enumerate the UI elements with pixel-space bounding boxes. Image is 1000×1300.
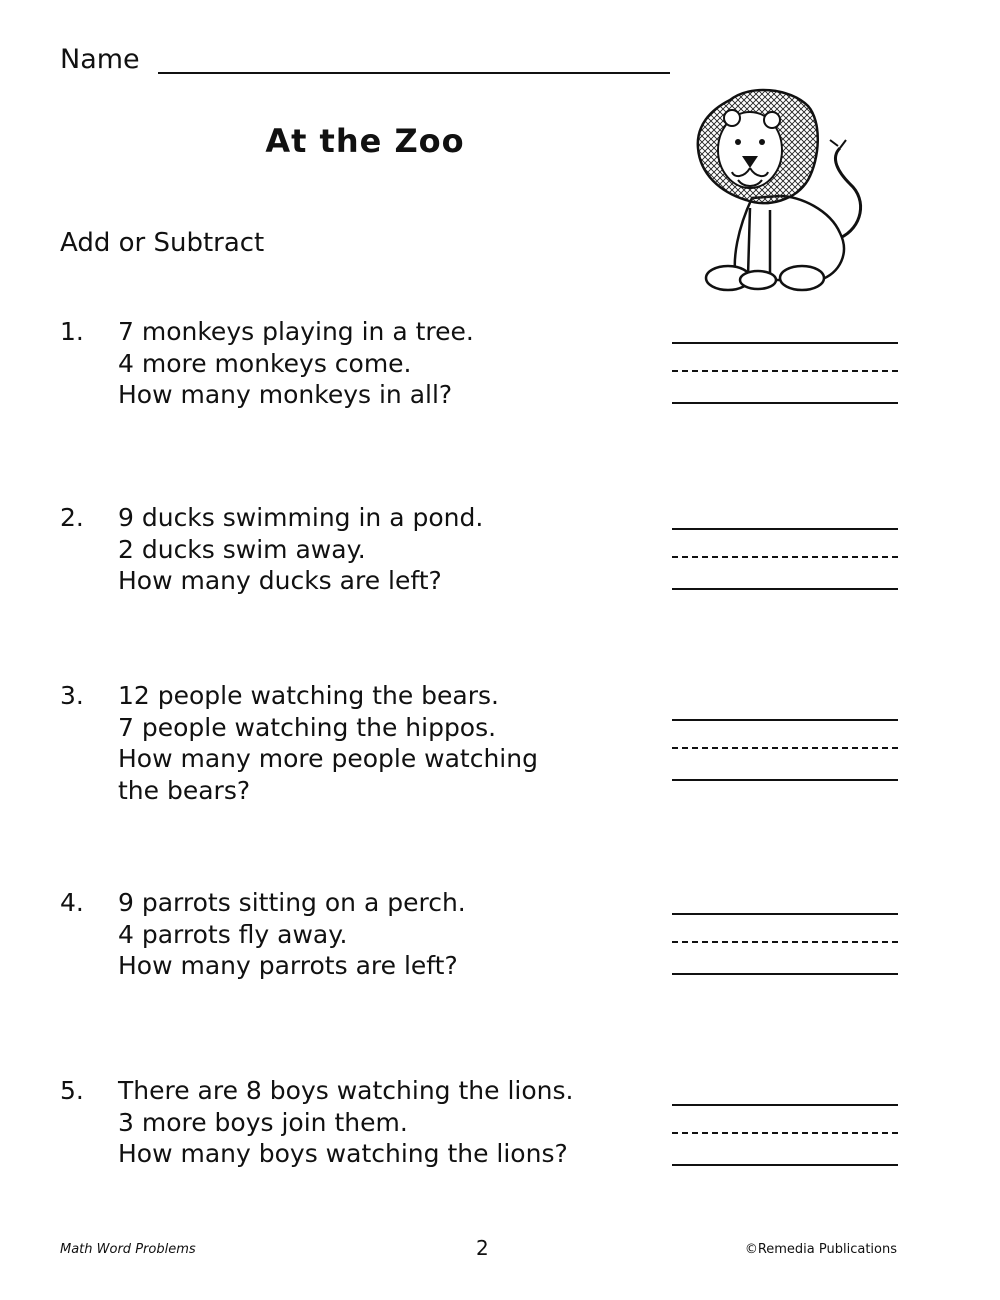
answer-dashed-line — [672, 556, 898, 558]
answer-lines-1[interactable] — [672, 342, 898, 412]
lion-icon — [690, 88, 875, 293]
answer-dashed-line — [672, 370, 898, 372]
answer-line[interactable] — [672, 1104, 898, 1106]
answer-lines-3[interactable] — [672, 719, 898, 789]
name-label: Name — [60, 44, 140, 75]
answer-line[interactable] — [672, 588, 898, 590]
problem-line: 12 people watching the bears. — [118, 681, 500, 710]
problem-number: 3. — [60, 681, 84, 710]
problem-line: There are 8 boys watching the lions. — [118, 1076, 574, 1105]
problem-line: How many more people watching — [118, 744, 538, 773]
problem-number: 5. — [60, 1076, 84, 1105]
problem-line: 3 more boys join them. — [118, 1107, 408, 1137]
answer-line[interactable] — [672, 913, 898, 915]
problem-number: 2. — [60, 503, 84, 532]
problem-line: 4 parrots fly away. — [118, 919, 348, 949]
problem-line: 7 people watching the hippos. — [118, 712, 497, 742]
name-answer-line[interactable] — [158, 72, 670, 74]
answer-line[interactable] — [672, 1164, 898, 1166]
answer-dashed-line — [672, 1132, 898, 1134]
problem-line: 2 ducks swim away. — [118, 534, 366, 564]
answer-line[interactable] — [672, 973, 898, 975]
problem-number: 1. — [60, 317, 84, 346]
problem-line: 9 parrots sitting on a perch. — [118, 888, 466, 917]
answer-line[interactable] — [672, 779, 898, 781]
problem-line: 4 more monkeys come. — [118, 348, 412, 378]
problem-line: 7 monkeys playing in a tree. — [118, 317, 474, 346]
answer-line[interactable] — [672, 402, 898, 404]
problem-line: How many parrots are left? — [118, 951, 458, 980]
answer-dashed-line — [672, 747, 898, 749]
problem-line: the bears? — [118, 775, 251, 805]
page-number: 2 — [476, 1236, 489, 1260]
footer-publisher: ©Remedia Publications — [744, 1242, 897, 1257]
problem-line: 9 ducks swimming in a pond. — [118, 503, 484, 532]
answer-line[interactable] — [672, 719, 898, 721]
problem-number: 4. — [60, 888, 84, 917]
answer-lines-2[interactable] — [672, 528, 898, 598]
answer-lines-5[interactable] — [672, 1104, 898, 1174]
problem-line: How many boys watching the lions? — [118, 1139, 568, 1168]
problem-line: How many ducks are left? — [118, 566, 442, 595]
page-title: At the Zoo — [265, 122, 465, 160]
instructions: Add or Subtract — [60, 228, 265, 258]
answer-lines-4[interactable] — [672, 913, 898, 983]
problem-line: How many monkeys in all? — [118, 380, 453, 409]
answer-dashed-line — [672, 941, 898, 943]
answer-line[interactable] — [672, 528, 898, 530]
answer-line[interactable] — [672, 342, 898, 344]
footer-book-title: Math Word Problems — [60, 1242, 196, 1257]
